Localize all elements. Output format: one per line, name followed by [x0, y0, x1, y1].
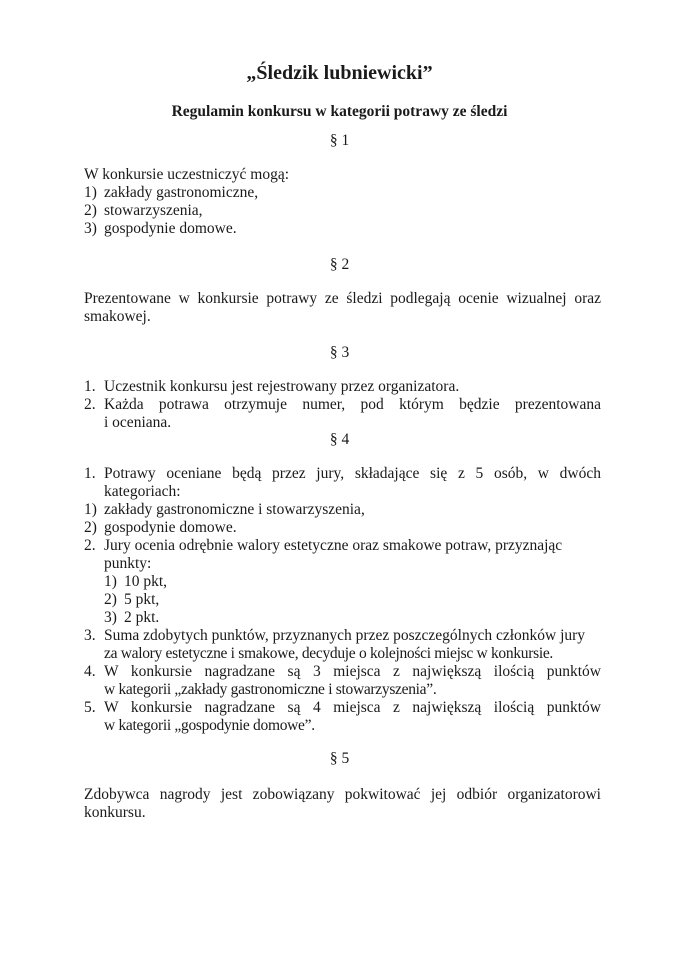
section-2-body: [84, 290, 601, 326]
paragraph-line: Prezentowane w konkursie potrawy ze śledzi podlegają ocenie wizualnej oraz: [84, 290, 601, 307]
list-item: 2. Każda potrawa otrzymuje numer, pod którym będzie prezentowana: [84, 396, 601, 413]
list-item: 2) stowarzyszenia,: [84, 202, 203, 219]
paragraph-line: smakowej.: [84, 308, 151, 325]
section-3-body: [84, 378, 601, 432]
paragraph-line: Zdobywca nagrody jest zobowiązany pokwitować jej odbiór organizatorowi: [84, 786, 601, 803]
list-item: 1) zakłady gastronomiczne i stowarzyszenia,: [84, 501, 365, 518]
list-item: 1. Potrawy oceniane będą przez jury, składające się z 5 osób, w dwóch: [84, 465, 601, 482]
document-title: „Śledzik lubniewicki”: [246, 62, 433, 84]
section-4-body: 1. Potrawy oceniane będą przez jury, składające się z 5 osób, w dwóch kategoriach: 1) zakłady gastronomiczne i stowarzyszenia, 2) gospodynie domowe. 2. Jury ocenia odrębnie walory estetyczne oraz smakowe potraw, przyznając punkty: 1) 10 pkt, 2) 5 pkt, 3) 2 pkt. 3. Suma zdobytych punktów, przyznanych przez poszczególnych członków jury za walory estetyczne i smakowe, decyduje o kolejności miejsc w konkursie. 4. W konkursie nagradzane są 3 miejsca z największą ilością punktów w kategorii „zakłady gastronomiczne i stowarzyszenia”. 5. W konkursie nagradzane są 4 miejsca z największą ilością punktów w kategorii „gospodynie domowe”.: [84, 465, 601, 734]
document-subtitle: Regulamin konkursu w kategorii potrawy ze śledzi: [171, 103, 508, 120]
section-1-body: [84, 166, 601, 238]
section-2-heading: § 2: [329, 256, 350, 273]
list-item: 2) gospodynie domowe.: [84, 519, 237, 536]
section-4-heading: § 4: [329, 431, 350, 448]
section-3-heading: § 3: [329, 344, 350, 361]
list-item: 5. W konkursie nagradzane są 4 miejsca z największą ilością punktów: [84, 699, 601, 716]
list-item: 1. Uczestnik konkursu jest rejestrowany przez organizatora.: [84, 378, 460, 395]
paragraph-line: konkursu.: [84, 804, 146, 821]
section-1-heading: § 1: [329, 132, 350, 149]
list-item: 3) 2 pkt.: [104, 609, 160, 626]
section-5-heading: § 5: [329, 750, 350, 767]
list-item: 1) zakłady gastronomiczne,: [84, 184, 259, 201]
list-item: 2) 5 pkt,: [104, 591, 160, 608]
list-item: 3. Suma zdobytych punktów, przyznanych przez poszczególnych członków jury: [84, 627, 586, 644]
section-5-body: [84, 786, 601, 822]
list-item: 1) 10 pkt,: [104, 573, 168, 590]
section-1-intro: W konkursie uczestniczyć mogą:: [84, 166, 290, 183]
list-item: 3) gospodynie domowe.: [84, 220, 237, 237]
list-item: 2. Jury ocenia odrębnie walory estetyczne oraz smakowe potraw, przyznając: [84, 537, 563, 554]
list-item: 4. W konkursie nagradzane są 3 miejsca z największą ilością punktów: [84, 663, 601, 680]
list-item-continuation: i oceniana.: [104, 414, 172, 431]
